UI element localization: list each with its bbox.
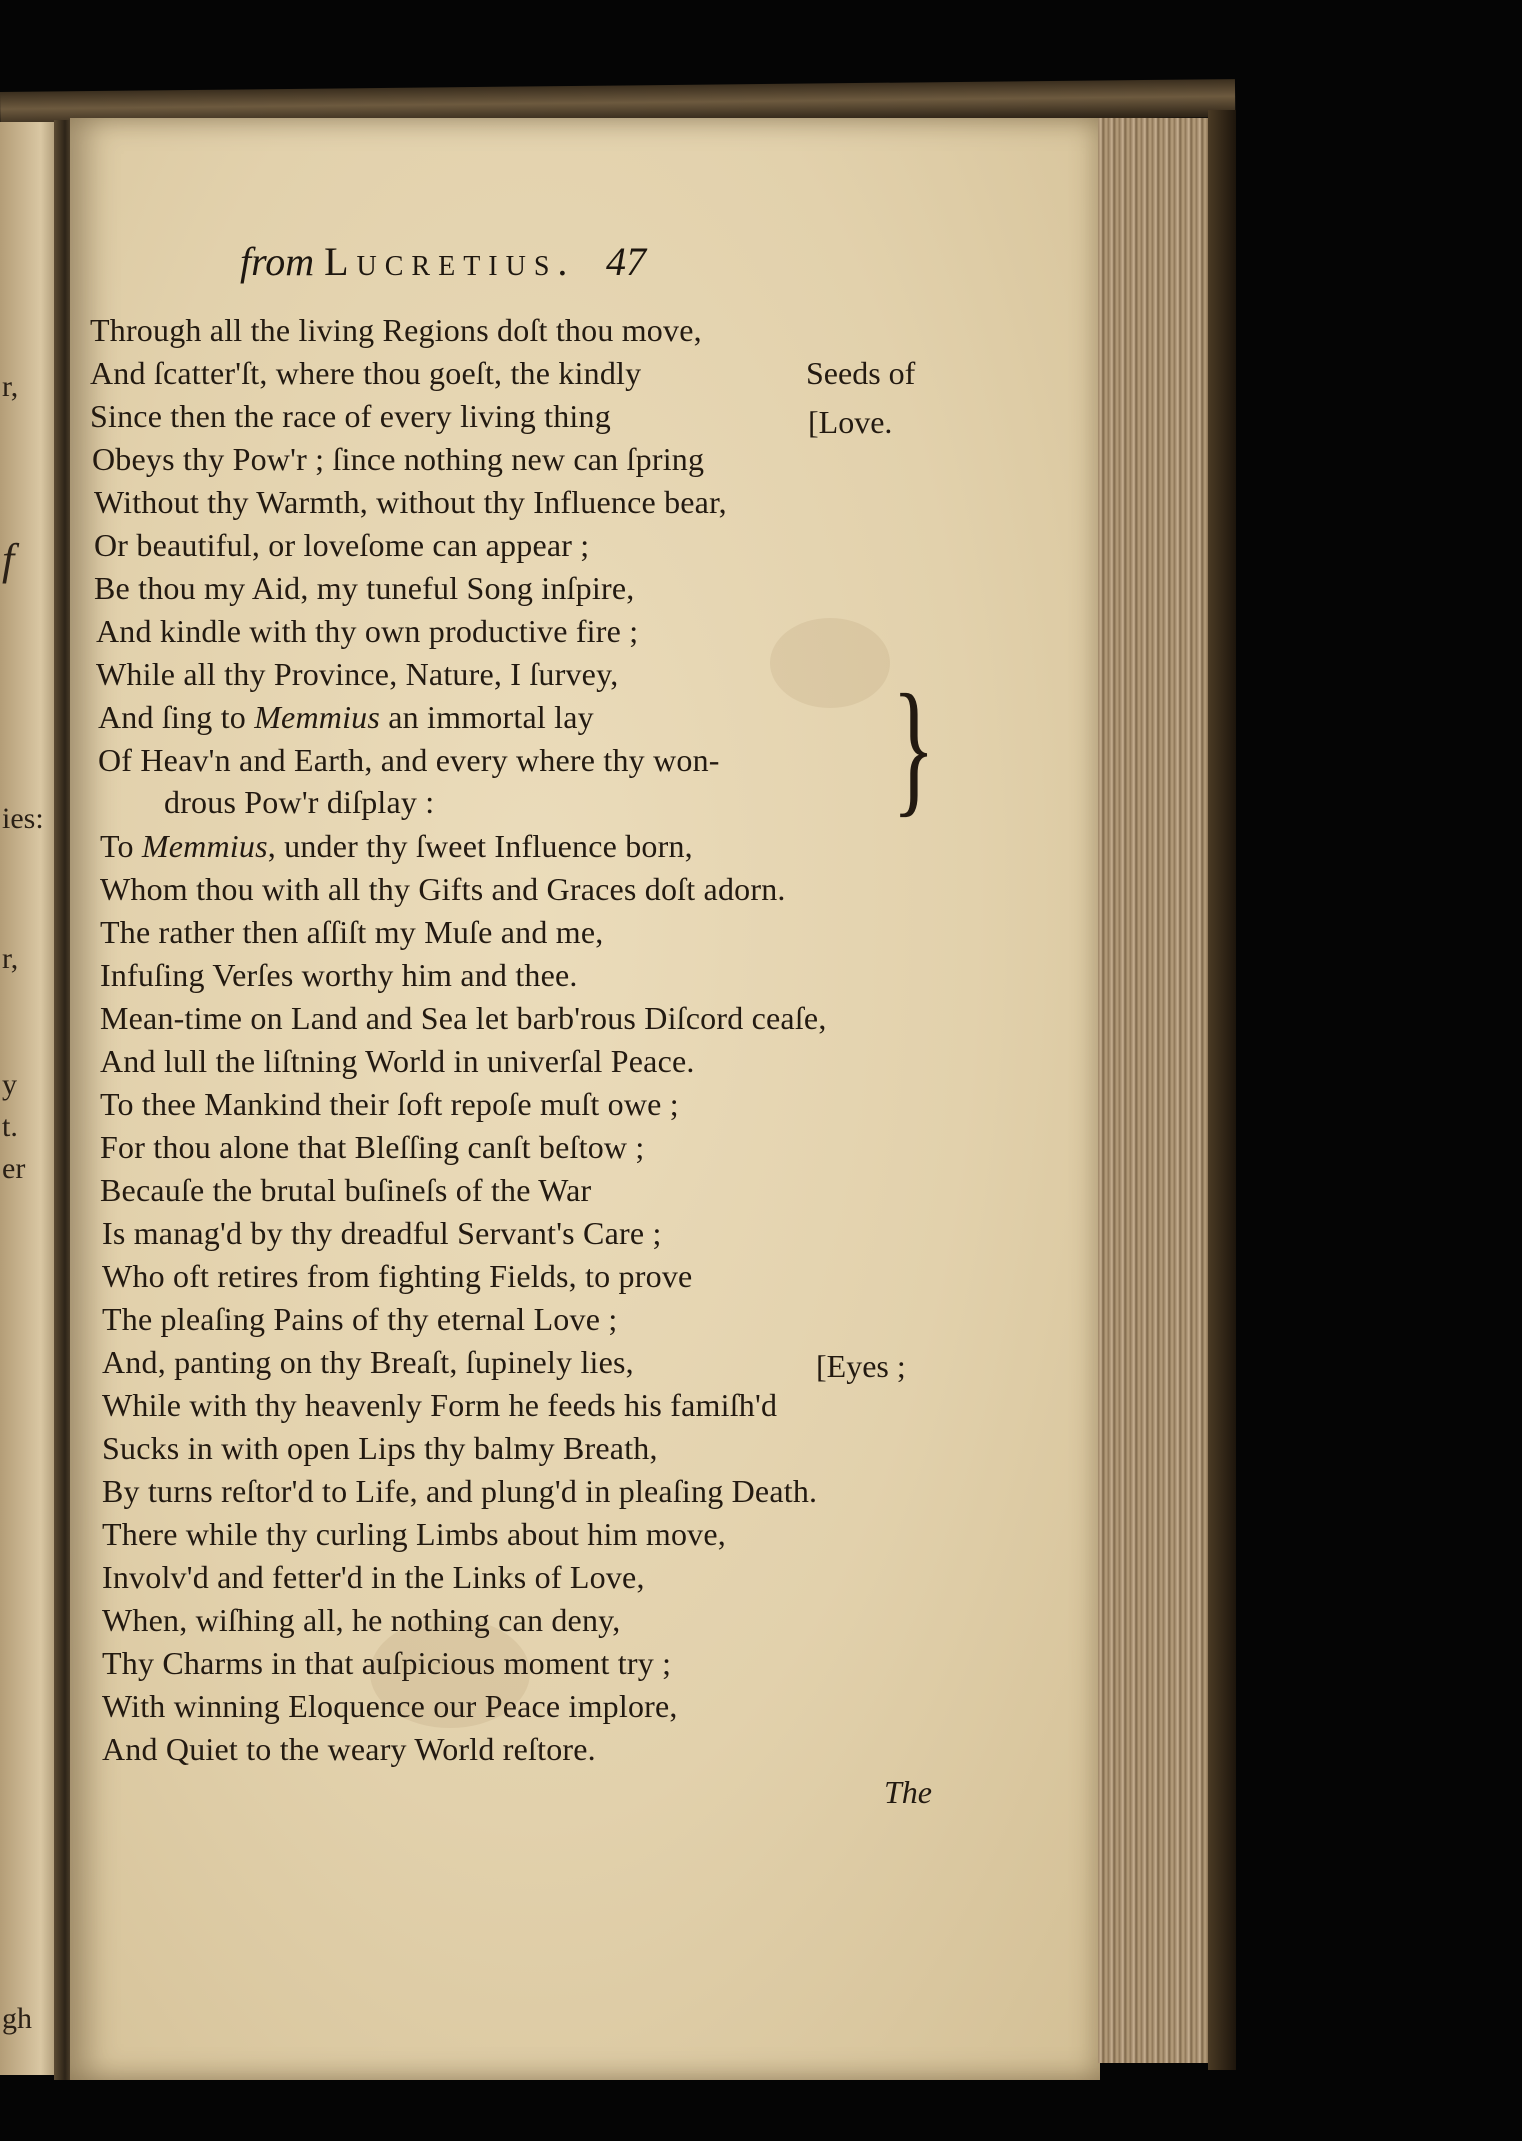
italic-name: Memmius [141, 828, 268, 864]
poem-line: Infuſing Verſes worthy him and thee. [100, 957, 578, 993]
cover-edge [1208, 110, 1236, 2070]
catchword: The [884, 1774, 932, 1810]
poem-line: And, panting on thy Breaſt, ſupinely lies, [102, 1344, 634, 1380]
running-head [240, 238, 575, 285]
poem-line: For thou alone that Bleſſing canſt beſtow ; [100, 1129, 645, 1165]
poem-line: Of Heav'n and Earth, and every where thy won- [98, 742, 720, 778]
poem-line: The pleaſing Pains of thy eternal Love ; [102, 1301, 618, 1337]
poem-line: Mean-time on Land and Sea let barb'rous Diſcord ceaſe, [100, 1000, 827, 1036]
poem-line: Since then the race of every living thing [90, 398, 611, 434]
facing-page-fragment: t. [2, 1110, 18, 1143]
poem-line-start: And ſing to [98, 699, 246, 735]
poem-line: And kindle with thy own productive fire ; [96, 613, 639, 649]
poem-line: While with thy heavenly Form he feeds his famiſh'd [102, 1387, 778, 1423]
poem-line: By turns reſtor'd to Life, and plung'd in pleaſing Death. [102, 1473, 818, 1509]
turnover-text: Seeds of [806, 355, 916, 391]
triplet-brace: } [892, 664, 936, 830]
poem-line-start: To [100, 828, 134, 864]
poem-line: Sucks in with open Lips thy balmy Breath, [102, 1430, 658, 1466]
italic-name: Memmius [254, 699, 381, 735]
poem-line: Or beautiful, or loveſome can appear ; [94, 527, 590, 563]
running-head-prefix: from [240, 239, 315, 284]
page-number: 47 [606, 239, 646, 284]
turnover-text: [Love. [808, 404, 893, 440]
poem-line: And ſcatter'ſt, where thou goeſt, the kindly [90, 355, 642, 391]
running-head-title: Lucretius. [324, 239, 576, 284]
poem-line: Becauſe the brutal buſineſs of the War [100, 1172, 592, 1208]
poem-line: Through all the living Regions doſt thou move, [90, 312, 702, 348]
poem-line [98, 699, 594, 736]
facing-page-fragment: y [2, 1068, 17, 1101]
running-header [0, 238, 1522, 288]
poem-line: There while thy curling Limbs about him move, [102, 1516, 726, 1552]
poem-line: When, wiſhing all, he nothing can deny, [102, 1602, 621, 1638]
poem-line: Be thou my Aid, my tuneful Song inſpire, [94, 570, 635, 606]
facing-page-fragment: ies: [2, 802, 44, 835]
poem-line [100, 828, 693, 865]
facing-page-fragment: gh [2, 2002, 32, 2035]
paper-stain [770, 618, 890, 708]
poem-line: While all thy Province, Nature, I ſurvey, [96, 656, 619, 692]
poem-line: The rather then aſſiſt my Muſe and me, [100, 914, 604, 950]
facing-page-fragment: er [2, 1152, 26, 1185]
poem-line: drous Pow'r diſplay : [164, 784, 435, 820]
poem-line: Involv'd and fetter'd in the Links of Love, [102, 1559, 645, 1595]
poem-line: And Quiet to the weary World reſtore. [102, 1731, 596, 1767]
page-block-fore-edge [1098, 118, 1218, 2063]
facing-page-fragment: r, [2, 942, 19, 975]
poem-line: Obeys thy Pow'r ; ſince nothing new can ſpring [92, 441, 705, 477]
poem-line: And lull the liſtning World in univerſal Peace. [100, 1043, 695, 1079]
turnover-text: [Eyes ; [816, 1348, 906, 1384]
poem-line: Whom thou with all thy Gifts and Graces doſt adorn. [100, 871, 786, 907]
poem-line: With winning Eloquence our Peace implore, [102, 1688, 678, 1724]
poem-line: Without thy Warmth, without thy Influence bear, [94, 484, 727, 520]
facing-page-fragment: r, [2, 370, 19, 403]
poem-line: Thy Charms in that auſpicious moment try ; [102, 1645, 672, 1681]
poem-line: Is manag'd by thy dreadful Servant's Care ; [102, 1215, 662, 1251]
poem-line: Who oft retires from fighting Fields, to prove [102, 1258, 693, 1294]
poem-line-end: an immortal lay [388, 699, 594, 735]
poem-line: To thee Mankind their ſoft repoſe muſt owe ; [100, 1086, 679, 1122]
facing-page-fragment: f [2, 535, 15, 584]
poem-line-end: , under thy ſweet Influence born, [267, 828, 693, 864]
